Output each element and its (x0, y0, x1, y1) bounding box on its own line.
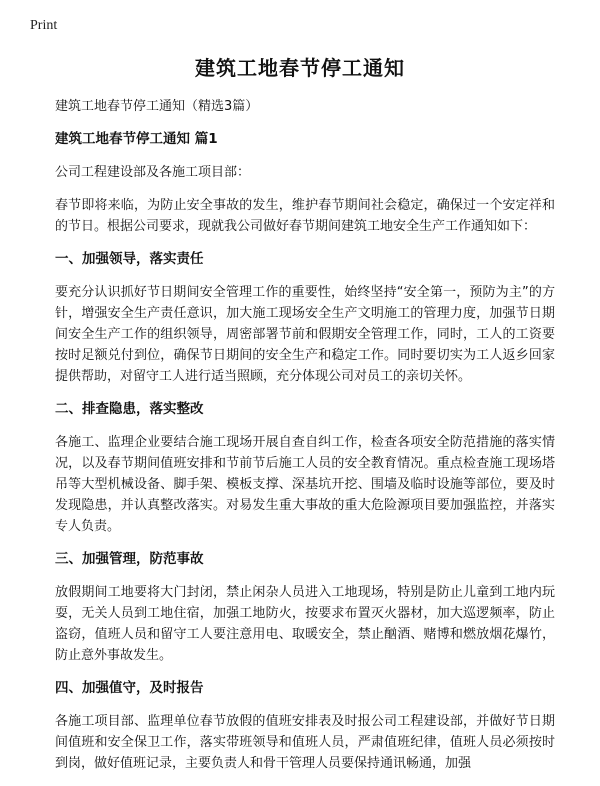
page-title: 建筑工地春节停工通知 (195, 56, 405, 80)
section-text-2: 各施工、监理企业要结合施工现场开展自查自纠工作，检查各项安全防范措施的落实情况，以及春节期间值班安排和节前节后施工人员的安全教育情况。重点检查施工现场塔吊等大型机械设备、脚手架、模板支撑、深基坑开挖、围墙及临时设施等部位，要及时发现隐患，并认真整改落实。对易发生重大事故的重大危险源项目要加强监控，并落实专人负责。 (55, 435, 555, 534)
section-heading-4: 四、加强值守，及时报告 (55, 680, 204, 696)
section-text-4: 各施工项目部、监理单位春节放假的值班安排表及时报公司工程建设部，并做好节日期间值班和安全保卫工作，落实带班领导和值班人员，严肃值班纪律，值班人员必须按时到岗，做好值班记录，主要负责人和骨干管理人员要保持通讯畅通，加强 (55, 714, 555, 771)
section-text-3: 放假期间工地要将大门封闭，禁止闲杂人员进入工地现场，特别是防止儿童到工地内玩耍，无关人员到工地住宿，加强工地防火，按要求布置灭火器材，加大巡逻频率，防止盗窃，值班人员和留守工人要注意用电、取暖安全，禁止酗酒、赌博和燃放烟花爆竹，防止意外事故发生。 (55, 585, 555, 663)
article-heading: 建筑工地春节停工通知 篇1 (55, 131, 218, 147)
article-body (55, 96, 555, 786)
intro-paragraph: 春节即将来临，为防止安全事故的发生，维护春节期间社会稳定，确保过一个安定祥和的节日。根据公司要求，现就我公司做好春节期间建筑工地安全生产工作通知如下： (55, 198, 555, 234)
section-heading-2: 二、排查隐患，落实整改 (55, 401, 204, 417)
print-link[interactable]: Print (30, 18, 58, 33)
article-subtitle: 建筑工地春节停工通知（精选3篇） (55, 99, 259, 114)
salutation: 公司工程建设部及各施工项目部： (55, 165, 251, 180)
section-heading-3: 三、加强管理，防范事故 (55, 551, 204, 567)
section-text-1: 要充分认识抓好节日期间安全管理工作的重要性，始终坚持“安全第一，预防为主”的方针，增强安全生产责任意识，加大施工现场安全生产文明施工的管理力度，加强节日期间安全生产工作的组织领导，周密部署节前和假期安全管理工作，同时，工人的工资要按时足额兑付到位，确保节日期间的安全生产和稳定工作。同时要切实为工人返乡回家提供帮助，对留守工人进行适当照顾，充分体现公司对员工的亲切关怀。 (55, 285, 555, 384)
section-heading-1: 一、加强领导，落实责任 (55, 251, 204, 267)
